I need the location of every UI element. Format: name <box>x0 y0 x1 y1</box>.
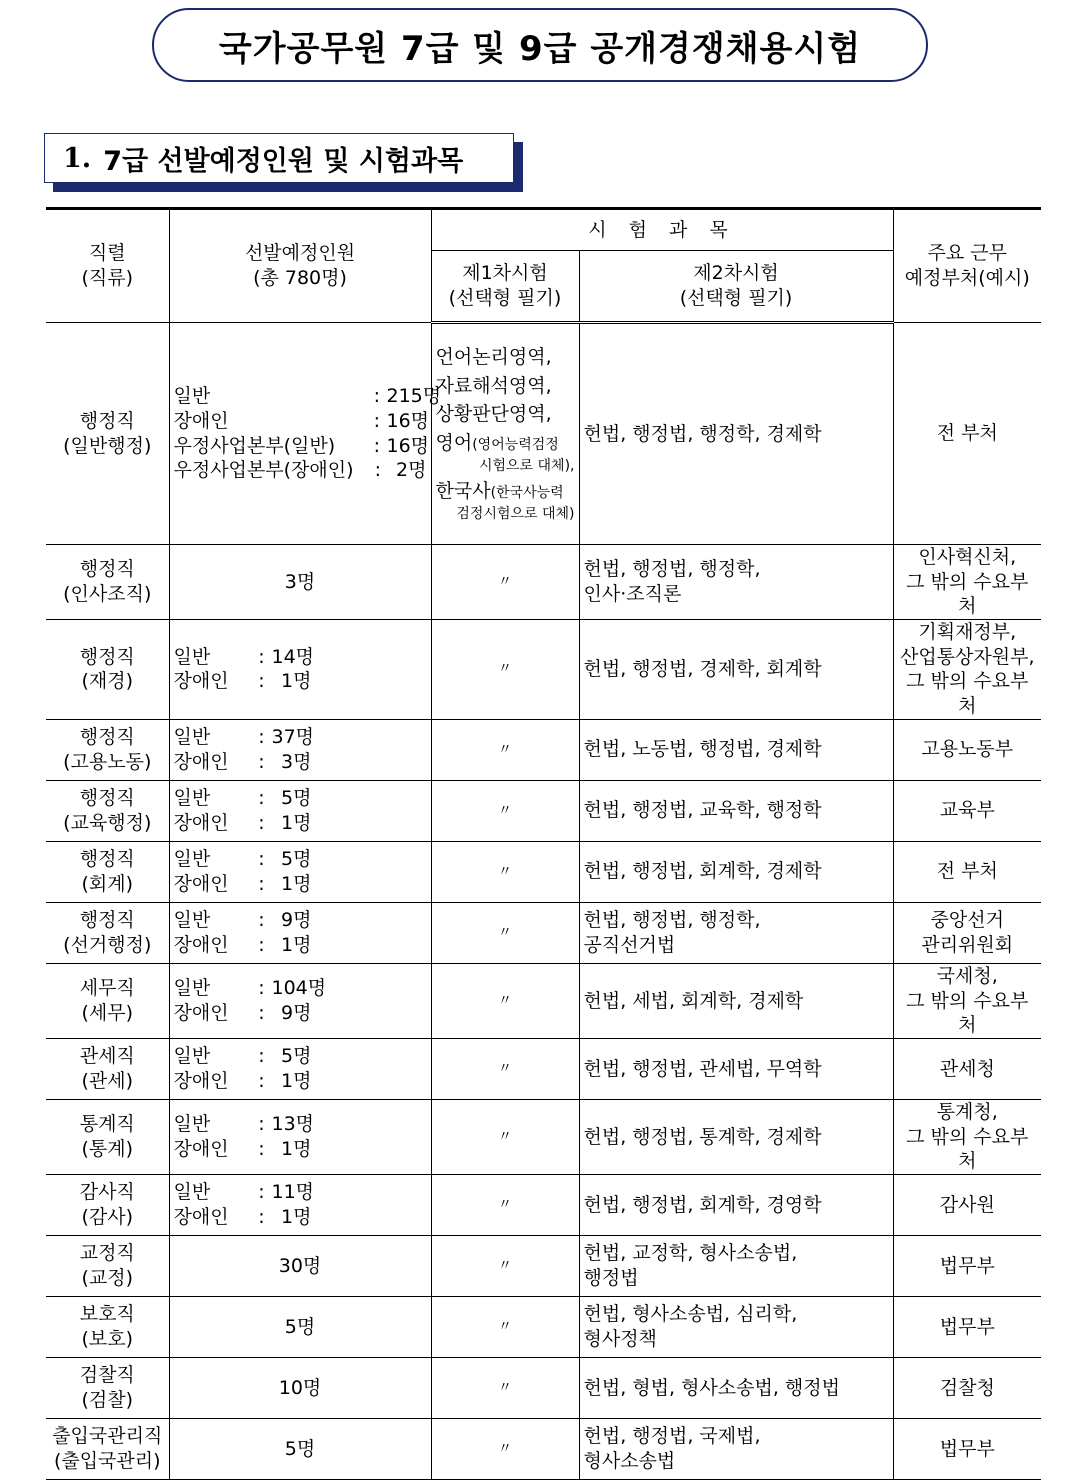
quota-line <box>173 409 430 434</box>
dept-line: 전 부처 <box>936 860 998 883</box>
quota-label: 일반 <box>173 1181 211 1204</box>
ditto-mark: 〃 <box>431 1235 579 1296</box>
second-exam-subjects <box>579 963 893 1038</box>
quota-line <box>174 786 427 811</box>
dept-cell <box>893 780 1041 841</box>
second-exam-line: 헌법, 행정법, 행정학, <box>583 558 761 581</box>
ditto-mark: 〃 <box>431 1099 579 1174</box>
quota-line <box>174 645 427 670</box>
quota-sep: : <box>258 872 265 895</box>
series-name: 출입국관리직 <box>52 1425 163 1448</box>
dept-line: 관세청 <box>939 1057 995 1080</box>
table-row <box>46 902 1041 963</box>
second-exam-line: 헌법, 행정법, 통계학, 경제학 <box>583 1125 822 1148</box>
quota-label: 일반 <box>173 726 211 749</box>
section-title: 7급 선발예정인원 및 시험과목 <box>103 145 464 177</box>
quota-cell <box>169 719 431 780</box>
header-second-exam: 제2차시험 (선택형 필기) <box>579 251 893 323</box>
quota-value: 37명 <box>271 726 315 749</box>
second-exam-subjects <box>579 620 893 720</box>
table-row <box>46 1296 1041 1357</box>
table-row <box>46 1174 1041 1235</box>
quota-line <box>174 1044 427 1069</box>
quota-value: 1명 <box>281 1069 312 1092</box>
dept-line: 교육부 <box>939 799 995 822</box>
quota-total: 3명 <box>169 545 431 620</box>
second-exam-subjects <box>579 841 893 902</box>
history-label: 한국사 <box>435 479 491 502</box>
quota-line <box>174 750 427 775</box>
table-row <box>46 719 1041 780</box>
header-first-exam: 제1차시험 (선택형 필기) <box>431 251 579 323</box>
dept-line: 중앙선거 <box>930 909 1004 932</box>
series-name: 행정직 <box>79 726 135 749</box>
stream-name: (선거행정) <box>63 933 152 956</box>
quota-value: 104명 <box>271 977 327 1000</box>
second-exam-subjects <box>579 1235 893 1296</box>
series-name: 행정직 <box>79 558 135 581</box>
series-name: 통계직 <box>79 1113 135 1136</box>
table-row <box>46 323 1041 545</box>
second-exam-line: 헌법, 형법, 형사소송법, 행정법 <box>583 1376 840 1399</box>
first-exam-line: 상황판단영역, <box>435 403 552 426</box>
quota-sep: : <box>373 434 381 457</box>
quota-value: 14명 <box>271 645 315 668</box>
quota-sep: : <box>258 811 265 834</box>
exam-table <box>46 207 1041 1480</box>
series-cell <box>46 902 169 963</box>
quota-label: 일반 <box>173 385 211 408</box>
dept-line: 산업통상자원부, <box>900 645 1035 668</box>
series-name: 행정직 <box>79 645 135 668</box>
quota-sep: : <box>258 1113 265 1136</box>
table-row <box>46 1038 1041 1099</box>
dept-cell <box>893 545 1041 620</box>
quota-label: 일반 <box>173 645 211 668</box>
dept-cell <box>893 841 1041 902</box>
ditto-mark: 〃 <box>431 545 579 620</box>
quota-line <box>174 908 427 933</box>
second-exam-line: 헌법, 행정법, 경제학, 회계학 <box>583 658 822 681</box>
series-cell <box>46 1174 169 1235</box>
quota-value: 11명 <box>271 1181 315 1204</box>
dept-cell <box>893 1174 1041 1235</box>
ditto-mark: 〃 <box>431 963 579 1038</box>
dept-line: 법무부 <box>939 1315 995 1338</box>
ditto-mark: 〃 <box>431 1418 579 1479</box>
dept-cell <box>893 1038 1041 1099</box>
table-row <box>46 841 1041 902</box>
dept-line: 전 부처 <box>936 422 998 445</box>
quota-label: 장애인 <box>173 811 229 834</box>
ditto-mark: 〃 <box>431 902 579 963</box>
series-name: 세무직 <box>79 977 135 1000</box>
second-exam-line: 행정법 <box>583 1266 639 1289</box>
quota-value: 3명 <box>281 750 312 773</box>
quota-value: 1명 <box>281 1205 312 1228</box>
quota-value: 215명 <box>386 385 442 408</box>
dept-line: 그 밖의 수요부처 <box>906 989 1029 1037</box>
series-name: 보호직 <box>79 1303 135 1326</box>
second-exam-line: 헌법, 행정법, 행정학, 경제학 <box>583 422 822 445</box>
stream-name: (회계) <box>81 872 134 895</box>
quota-label: 장애인 <box>173 670 229 693</box>
dept-line: 고용노동부 <box>921 738 1014 761</box>
second-exam-line: 헌법, 행정법, 관세법, 무역학 <box>583 1057 822 1080</box>
quota-cell <box>169 1174 431 1235</box>
quota-sep: : <box>258 1137 265 1160</box>
quota-sep: : <box>373 409 381 432</box>
second-exam-line: 공직선거법 <box>583 933 676 956</box>
quota-value: 9명 <box>281 909 312 932</box>
stream-name: (교육행정) <box>63 811 152 834</box>
stream-name: (통계) <box>81 1137 134 1160</box>
table-row <box>46 1418 1041 1479</box>
stream-name: (인사조직) <box>63 583 152 606</box>
table-row <box>46 545 1041 620</box>
quota-label: 일반 <box>173 848 211 871</box>
stream-name: (검찰) <box>81 1388 134 1411</box>
first-exam-history <box>436 477 575 525</box>
second-exam-subjects <box>579 323 893 545</box>
quota-label: 우정사업본부(장애인) <box>173 459 354 482</box>
series-cell <box>46 719 169 780</box>
second-exam-line: 헌법, 교정학, 형사소송법, <box>583 1242 798 1265</box>
quota-sep: : <box>258 670 265 693</box>
second-exam-line: 형사소송법 <box>583 1449 676 1472</box>
quota-line <box>174 1180 427 1205</box>
quota-sep: : <box>258 933 265 956</box>
ditto-mark: 〃 <box>431 1357 579 1418</box>
history-note-2: 검정시험으로 대체) <box>456 506 575 523</box>
first-exam-line: 자료해석영역, <box>435 374 552 397</box>
quota-sep: : <box>258 726 265 749</box>
stream-name: (관세) <box>81 1069 134 1092</box>
series-name: 행정직 <box>79 909 135 932</box>
english-note: (영어능력검정 <box>472 436 559 453</box>
series-cell <box>46 620 169 720</box>
dept-line: 국세청, <box>936 964 998 987</box>
series-name: 행정직 <box>79 409 135 432</box>
quota-value: 1명 <box>281 670 312 693</box>
quota-total: 5명 <box>169 1296 431 1357</box>
second-exam-subjects <box>579 1357 893 1418</box>
ditto-mark: 〃 <box>431 1296 579 1357</box>
second-exam-subjects <box>579 1099 893 1174</box>
quota-total: 5명 <box>169 1418 431 1479</box>
dept-line: 그 밖의 수요부처 <box>906 570 1029 618</box>
quota-value: 13명 <box>271 1113 315 1136</box>
second-exam-line: 헌법, 행정법, 회계학, 경영학 <box>583 1193 822 1216</box>
series-cell <box>46 1418 169 1479</box>
quota-line <box>174 458 427 483</box>
dept-line: 인사혁신처, <box>918 546 1017 568</box>
quota-label: 장애인 <box>173 1137 229 1160</box>
stream-name: (재경) <box>81 670 134 693</box>
stream-name: (일반행정) <box>63 434 152 457</box>
dept-line: 법무부 <box>939 1437 995 1460</box>
quota-sep: : <box>258 1001 265 1024</box>
quota-value: 1명 <box>281 872 312 895</box>
quota-value: 1명 <box>281 933 312 956</box>
quota-label: 장애인 <box>173 933 229 956</box>
quota-sep: : <box>258 1205 265 1228</box>
quota-label: 일반 <box>173 1045 211 1068</box>
quota-sep: : <box>258 848 265 871</box>
quota-cell <box>169 902 431 963</box>
series-cell <box>46 323 169 545</box>
dept-cell <box>893 719 1041 780</box>
second-exam-subjects <box>579 545 893 620</box>
stream-name: (교정) <box>81 1266 134 1289</box>
quota-label: 장애인 <box>173 1069 229 1092</box>
table-row <box>46 963 1041 1038</box>
second-exam-line: 헌법, 행정법, 국제법, <box>583 1425 761 1448</box>
quota-value: 16명 <box>386 434 430 457</box>
quota-line <box>174 872 427 897</box>
quota-sep: : <box>258 909 265 932</box>
second-exam-line: 헌법, 노동법, 행정법, 경제학 <box>583 738 822 761</box>
stream-name: (세무) <box>81 1001 134 1024</box>
series-name: 관세직 <box>79 1045 135 1068</box>
quota-sep: : <box>374 459 382 482</box>
ditto-mark: 〃 <box>431 780 579 841</box>
quota-line <box>174 976 427 1001</box>
second-exam-subjects <box>579 1418 893 1479</box>
quota-value: 5명 <box>281 848 312 871</box>
quota-sep: : <box>258 787 265 810</box>
quota-cell <box>169 780 431 841</box>
quota-label: 장애인 <box>173 409 229 432</box>
table-row <box>46 1357 1041 1418</box>
dept-line: 기획재정부, <box>918 621 1017 644</box>
quota-label: 장애인 <box>173 750 229 773</box>
quota-label: 일반 <box>173 909 211 932</box>
quota-sep: : <box>258 977 265 1000</box>
quota-total: 10명 <box>169 1357 431 1418</box>
quota-line <box>174 1001 427 1026</box>
quota-label: 일반 <box>173 977 211 1000</box>
dept-cell <box>893 620 1041 720</box>
quota-value: 1명 <box>281 811 312 834</box>
history-note: (한국사능력 <box>490 484 564 501</box>
first-exam-subjects <box>431 323 579 545</box>
series-cell <box>46 963 169 1038</box>
dept-line: 관리위원회 <box>921 933 1014 956</box>
second-exam-line: 헌법, 행정법, 교육학, 행정학 <box>583 799 822 822</box>
quota-line <box>174 669 427 694</box>
dept-line: 통계청, <box>936 1100 998 1123</box>
second-exam-subjects <box>579 902 893 963</box>
second-exam-line: 헌법, 행정법, 행정학, <box>583 909 761 932</box>
second-exam-subjects <box>579 1038 893 1099</box>
second-exam-subjects <box>579 719 893 780</box>
quota-cell <box>169 841 431 902</box>
series-name: 검찰직 <box>79 1364 135 1387</box>
quota-value: 16명 <box>386 409 430 432</box>
quota-sep: : <box>258 750 265 773</box>
quota-line <box>174 1069 427 1094</box>
quota-value: 5명 <box>281 787 312 810</box>
dept-line: 감사원 <box>939 1193 995 1216</box>
ditto-mark: 〃 <box>431 841 579 902</box>
second-exam-subjects <box>579 780 893 841</box>
series-name: 행정직 <box>79 787 135 810</box>
english-label: 영어 <box>435 431 473 454</box>
series-cell <box>46 1038 169 1099</box>
second-exam-subjects <box>579 1296 893 1357</box>
quota-sep: : <box>258 1181 265 1204</box>
series-name: 감사직 <box>79 1181 135 1204</box>
series-cell <box>46 1296 169 1357</box>
quota-sep: : <box>258 1045 265 1068</box>
second-exam-line: 헌법, 형사소송법, 심리학, <box>583 1303 798 1326</box>
stream-name: (고용노동) <box>63 750 152 773</box>
series-name: 교정직 <box>79 1242 135 1265</box>
header-series: 직렬 (직류) <box>46 209 169 323</box>
dept-cell <box>893 1099 1041 1174</box>
dept-line: 검찰청 <box>939 1376 995 1399</box>
header-subjects: 시 험 과 목 <box>431 209 893 251</box>
quota-label: 장애인 <box>173 1205 229 1228</box>
series-cell <box>46 1357 169 1418</box>
quota-sep: : <box>258 645 265 668</box>
second-exam-line: 인사·조직론 <box>583 583 682 606</box>
quota-cell <box>169 963 431 1038</box>
stream-name: (보호) <box>81 1327 134 1350</box>
quota-line <box>174 1112 427 1137</box>
quota-line <box>174 1137 427 1162</box>
quota-line <box>174 811 427 836</box>
quota-line <box>173 434 430 459</box>
quota-value: 2명 <box>396 459 427 482</box>
dept-cell <box>893 1357 1041 1418</box>
ditto-mark: 〃 <box>431 1038 579 1099</box>
section-heading <box>44 133 514 183</box>
table-row <box>46 780 1041 841</box>
dept-cell <box>893 1235 1041 1296</box>
banner-title: 국가공무원 7급 및 9급 공개경쟁채용시험 <box>218 28 862 69</box>
dept-cell <box>893 1418 1041 1479</box>
quota-sep: : <box>258 1069 265 1092</box>
quota-label: 일반 <box>173 787 211 810</box>
page-banner <box>152 8 928 82</box>
ditto-mark: 〃 <box>431 620 579 720</box>
dept-cell <box>893 902 1041 963</box>
series-cell <box>46 545 169 620</box>
quota-sep: : <box>373 385 381 408</box>
dept-line: 그 밖의 수요부처 <box>906 1125 1029 1173</box>
quota-cell <box>169 323 442 545</box>
first-exam-english <box>436 429 575 477</box>
english-note-2: 시험으로 대체), <box>478 458 575 475</box>
stream-name: (출입국관리) <box>53 1449 161 1472</box>
table-row <box>46 1099 1041 1174</box>
second-exam-line: 형사정책 <box>583 1327 657 1350</box>
quota-value: 5명 <box>281 1045 312 1068</box>
header-dept: 주요 근무 예정부처(예시) <box>893 209 1041 323</box>
quota-line <box>173 384 442 409</box>
series-cell <box>46 841 169 902</box>
quota-cell <box>169 620 431 720</box>
quota-line <box>174 933 427 958</box>
second-exam-line: 헌법, 행정법, 회계학, 경제학 <box>583 860 822 883</box>
ditto-mark: 〃 <box>431 719 579 780</box>
dept-line: 법무부 <box>939 1254 995 1277</box>
quota-cell <box>169 1038 431 1099</box>
ditto-mark: 〃 <box>431 1174 579 1235</box>
quota-label: 장애인 <box>173 872 229 895</box>
quota-label: 우정사업본부(일반) <box>173 434 336 457</box>
dept-line: 그 밖의 수요부처 <box>906 670 1029 718</box>
second-exam-line: 헌법, 세법, 회계학, 경제학 <box>583 989 804 1012</box>
dept-cell <box>893 963 1041 1038</box>
series-cell <box>46 780 169 841</box>
quota-value: 9명 <box>281 1001 312 1024</box>
stream-name: (감사) <box>81 1205 134 1228</box>
quota-line <box>174 725 427 750</box>
series-name: 행정직 <box>79 848 135 871</box>
quota-line <box>174 847 427 872</box>
quota-label: 일반 <box>173 1113 211 1136</box>
quota-cell <box>169 1099 431 1174</box>
section-number: 1. <box>63 142 92 174</box>
header-quota: 선발예정인원 (총 780명) <box>169 209 431 323</box>
second-exam-subjects <box>579 1174 893 1235</box>
table-row <box>46 1235 1041 1296</box>
quota-line <box>174 1205 427 1230</box>
quota-label: 장애인 <box>173 1001 229 1024</box>
first-exam-line: 언어논리영역, <box>435 346 552 369</box>
table-row <box>46 620 1041 720</box>
quota-total: 30명 <box>169 1235 431 1296</box>
dept-cell <box>893 1296 1041 1357</box>
dept-cell <box>893 323 1041 545</box>
series-cell <box>46 1099 169 1174</box>
series-cell <box>46 1235 169 1296</box>
quota-value: 1명 <box>281 1137 312 1160</box>
